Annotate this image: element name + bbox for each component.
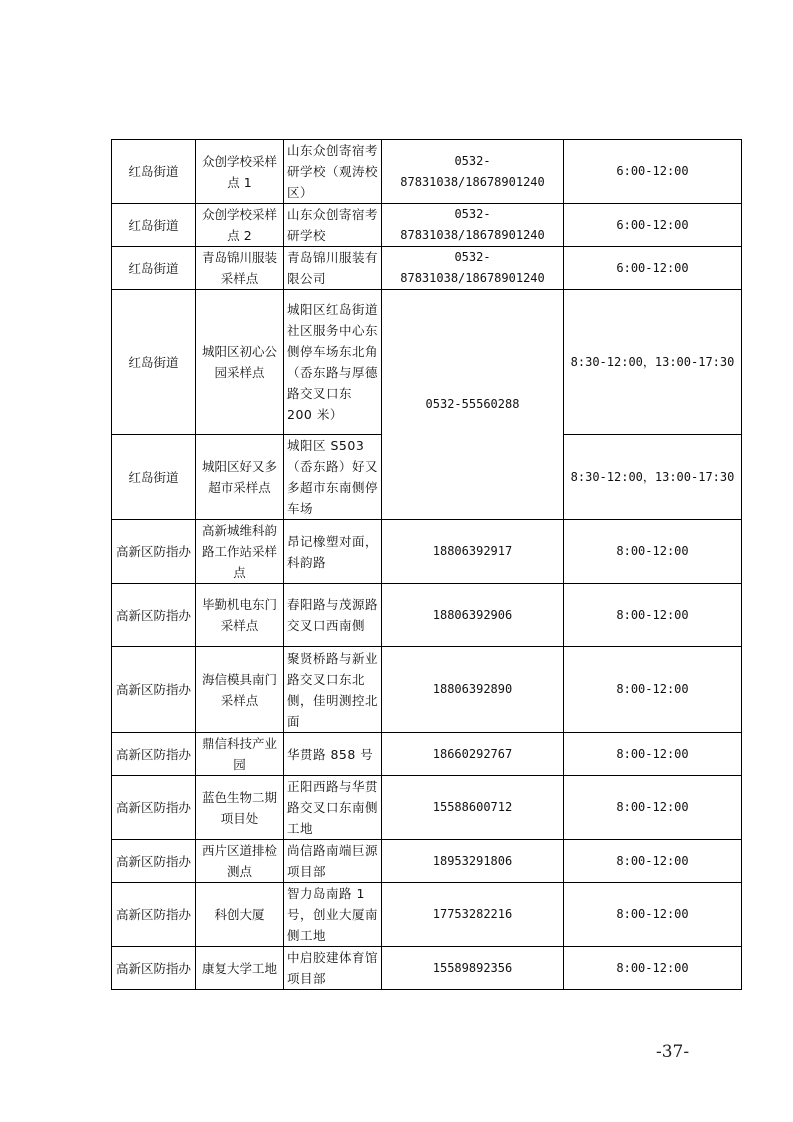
district-cell: 红岛街道	[112, 247, 196, 290]
district-cell: 高新区防指办	[112, 947, 196, 990]
table-row	[112, 840, 742, 883]
table-row	[112, 290, 742, 435]
district-cell: 红岛街道	[112, 140, 196, 204]
table-row	[112, 247, 742, 290]
phone-cell: 17753282216	[382, 883, 564, 947]
hours-cell: 6:00-12:00	[564, 204, 742, 247]
phone-cell: 18806392890	[382, 647, 564, 733]
district-cell: 红岛街道	[112, 435, 196, 520]
site-cell: 众创学校采样点 2	[196, 204, 284, 247]
address-cell: 正阳西路与华贯路交叉口东南侧工地	[284, 776, 382, 840]
hours-cell: 8:00-12:00	[564, 947, 742, 990]
table-row	[112, 204, 742, 247]
site-cell: 蓝色生物二期项目处	[196, 776, 284, 840]
phone-cell: 18660292767	[382, 733, 564, 776]
table-row	[112, 584, 742, 647]
phone-cell: 15588600712	[382, 776, 564, 840]
hours-cell: 6:00-12:00	[564, 140, 742, 204]
site-cell: 城阳区好又多超市采样点	[196, 435, 284, 520]
table-row	[112, 776, 742, 840]
address-cell: 山东众创寄宿考研学校（观涛校区）	[284, 140, 382, 204]
hours-cell: 8:00-12:00	[564, 733, 742, 776]
site-cell: 青岛锦川服装采样点	[196, 247, 284, 290]
district-cell: 红岛街道	[112, 204, 196, 247]
address-cell: 山东众创寄宿考研学校	[284, 204, 382, 247]
district-cell: 高新区防指办	[112, 733, 196, 776]
address-cell: 春阳路与茂源路交叉口西南侧	[284, 584, 382, 647]
phone-cell: 15589892356	[382, 947, 564, 990]
table-row	[112, 520, 742, 584]
address-cell: 昂记橡塑对面，科韵路	[284, 520, 382, 584]
hours-cell: 8:00-12:00	[564, 883, 742, 947]
district-cell: 高新区防指办	[112, 840, 196, 883]
address-cell: 城阳区 S503（岙东路）好又多超市东南侧停车场	[284, 435, 382, 520]
table-row	[112, 883, 742, 947]
site-cell: 鼎信科技产业园	[196, 733, 284, 776]
district-cell: 高新区防指办	[112, 883, 196, 947]
phone-cell: 0532-87831038/18678901240	[382, 140, 564, 204]
site-cell: 毕勤机电东门采样点	[196, 584, 284, 647]
phone-cell: 0532-87831038/18678901240	[382, 204, 564, 247]
hours-cell: 6:00-12:00	[564, 247, 742, 290]
hours-cell: 8:00-12:00	[564, 584, 742, 647]
phone-cell: 18806392917	[382, 520, 564, 584]
site-cell: 西片区道排检测点	[196, 840, 284, 883]
table-row	[112, 733, 742, 776]
district-cell: 红岛街道	[112, 290, 196, 435]
site-cell: 众创学校采样点 1	[196, 140, 284, 204]
site-cell: 城阳区初心公园采样点	[196, 290, 284, 435]
page-number: -37-	[656, 1042, 690, 1062]
phone-cell: 0532-55560288	[382, 290, 564, 520]
sampling-sites-table	[111, 139, 742, 990]
hours-cell: 8:00-12:00	[564, 776, 742, 840]
table-row	[112, 947, 742, 990]
address-cell: 聚贤桥路与新业路交叉口东北侧，佳明测控北面	[284, 647, 382, 733]
district-cell: 高新区防指办	[112, 647, 196, 733]
phone-cell: 0532-87831038/18678901240	[382, 247, 564, 290]
hours-cell: 8:00-12:00	[564, 840, 742, 883]
address-cell: 城阳区红岛街道社区服务中心东侧停车场东北角（岙东路与厚德路交叉口东 200 米）	[284, 290, 382, 435]
hours-cell: 8:30-12:00，13:00-17:30	[564, 435, 742, 520]
address-cell: 尚信路南端巨源项目部	[284, 840, 382, 883]
site-cell: 海信模具南门采样点	[196, 647, 284, 733]
phone-cell: 18806392906	[382, 584, 564, 647]
site-cell: 康复大学工地	[196, 947, 284, 990]
hours-cell: 8:00-12:00	[564, 647, 742, 733]
table-row	[112, 140, 742, 204]
site-cell: 高新城维科韵路工作站采样点	[196, 520, 284, 584]
hours-cell: 8:30-12:00，13:00-17:30	[564, 290, 742, 435]
address-cell: 中启胶建体育馆项目部	[284, 947, 382, 990]
table-row	[112, 647, 742, 733]
phone-cell: 18953291806	[382, 840, 564, 883]
address-cell: 青岛锦川服装有限公司	[284, 247, 382, 290]
district-cell: 高新区防指办	[112, 584, 196, 647]
address-cell: 华贯路 858 号	[284, 733, 382, 776]
district-cell: 高新区防指办	[112, 520, 196, 584]
address-cell: 智力岛南路 1 号，创业大厦南侧工地	[284, 883, 382, 947]
district-cell: 高新区防指办	[112, 776, 196, 840]
site-cell: 科创大厦	[196, 883, 284, 947]
hours-cell: 8:00-12:00	[564, 520, 742, 584]
